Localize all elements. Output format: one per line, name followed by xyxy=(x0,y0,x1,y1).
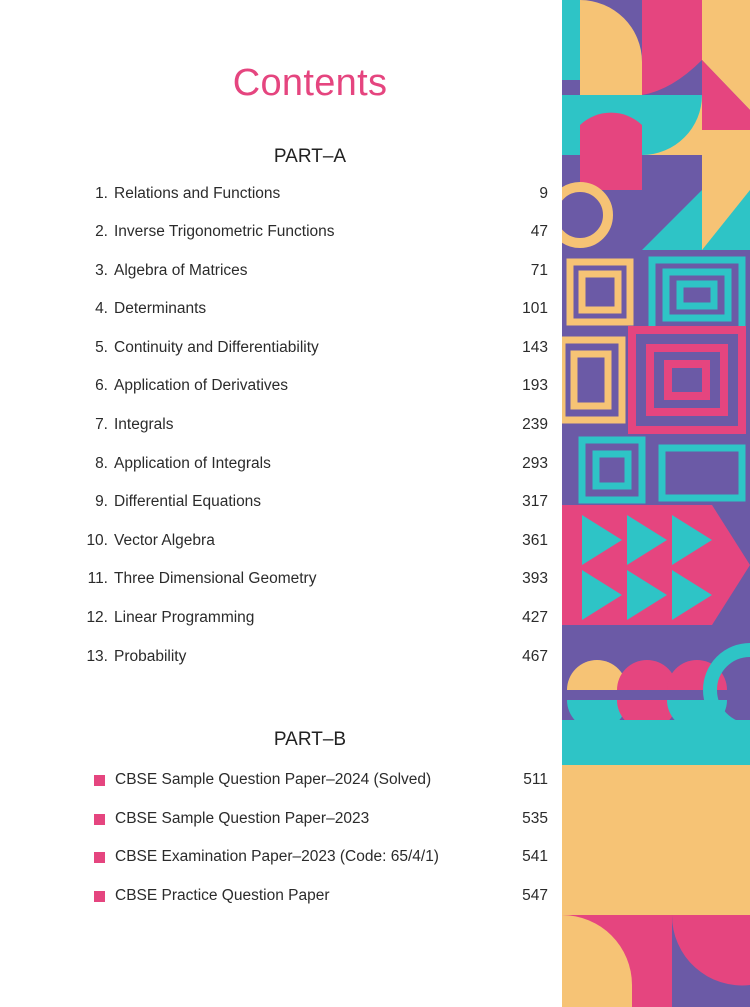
entry-page: 427 xyxy=(522,609,548,626)
entry-number: 1. xyxy=(95,185,108,202)
square-bullet-icon xyxy=(94,814,105,825)
toc-entry[interactable] xyxy=(80,337,548,359)
toc-entry[interactable] xyxy=(80,607,548,629)
entry-number: 13. xyxy=(86,648,108,665)
square-bullet-icon xyxy=(94,891,105,902)
entry-title: Application of Integrals xyxy=(114,455,271,472)
toc-entry[interactable] xyxy=(80,530,548,552)
geometric-pattern-decoration xyxy=(562,0,750,1007)
entry-page: 143 xyxy=(522,339,548,356)
entry-title: Algebra of Matrices xyxy=(114,262,248,279)
entry-page: 71 xyxy=(530,262,548,279)
toc-entry[interactable] xyxy=(80,568,548,590)
entry-page: 9 xyxy=(539,185,548,202)
entry-title: Application of Derivatives xyxy=(114,377,289,394)
entry-page: 541 xyxy=(522,848,548,865)
entry-page: 193 xyxy=(522,377,548,394)
entry-page: 293 xyxy=(522,455,548,472)
toc-entry[interactable] xyxy=(80,491,548,513)
entry-page: 511 xyxy=(523,771,548,788)
entry-title: CBSE Examination Paper–2023 (Code: 65/4/1) xyxy=(115,848,439,865)
toc-entry[interactable] xyxy=(80,298,548,320)
entry-number: 4. xyxy=(95,300,108,317)
entry-title: Three Dimensional Geometry xyxy=(114,570,317,587)
entry-title: CBSE Practice Question Paper xyxy=(115,887,330,904)
entry-title: Probability xyxy=(114,648,187,665)
toc-entry[interactable] xyxy=(80,769,548,791)
entry-title: CBSE Sample Question Paper–2024 (Solved) xyxy=(115,771,432,788)
entry-number: 9. xyxy=(95,493,108,510)
entry-number: 10. xyxy=(86,532,108,549)
entry-page: 47 xyxy=(530,223,548,240)
entry-number: 2. xyxy=(95,223,108,240)
toc-entry[interactable] xyxy=(80,808,548,830)
toc-entry[interactable] xyxy=(80,221,548,243)
toc-entry[interactable] xyxy=(80,375,548,397)
entry-page: 317 xyxy=(522,493,548,510)
square-bullet-icon xyxy=(94,852,105,863)
entry-title: Determinants xyxy=(114,300,207,317)
entry-number: 6. xyxy=(95,377,108,394)
entry-number: 3. xyxy=(95,262,108,279)
page-title: Contents xyxy=(232,62,388,104)
entry-number: 11. xyxy=(87,570,108,587)
toc-entry[interactable] xyxy=(80,846,548,868)
entry-page: 361 xyxy=(522,532,548,549)
square-bullet-icon xyxy=(94,775,105,786)
part-a-heading: PART–A xyxy=(273,146,347,167)
entry-page: 535 xyxy=(522,810,548,827)
entry-page: 239 xyxy=(522,416,548,433)
toc-entry[interactable] xyxy=(80,260,548,282)
entry-title: CBSE Sample Question Paper–2023 xyxy=(115,810,370,827)
entry-number: 12. xyxy=(86,609,108,626)
part-b-heading: PART–B xyxy=(273,729,347,750)
entry-title: Vector Algebra xyxy=(114,532,215,549)
entry-title: Differential Equations xyxy=(114,493,262,510)
entry-page: 547 xyxy=(522,887,548,904)
entry-page: 393 xyxy=(522,570,548,587)
toc-entry[interactable] xyxy=(80,414,548,436)
entry-page: 467 xyxy=(522,648,548,665)
toc-entry[interactable] xyxy=(80,885,548,907)
entry-title: Linear Programming xyxy=(114,609,255,626)
toc-entry[interactable] xyxy=(80,453,548,475)
entry-title: Relations and Functions xyxy=(114,185,281,202)
entry-page: 101 xyxy=(522,300,548,317)
entry-title: Integrals xyxy=(114,416,174,433)
toc-entry[interactable] xyxy=(80,646,548,668)
toc-entry[interactable] xyxy=(80,183,548,205)
entry-number: 7. xyxy=(95,416,108,433)
entry-number: 8. xyxy=(95,455,108,472)
entry-number: 5. xyxy=(95,339,108,356)
entry-title: Inverse Trigonometric Functions xyxy=(114,223,335,240)
entry-title: Continuity and Differentiability xyxy=(114,339,319,356)
